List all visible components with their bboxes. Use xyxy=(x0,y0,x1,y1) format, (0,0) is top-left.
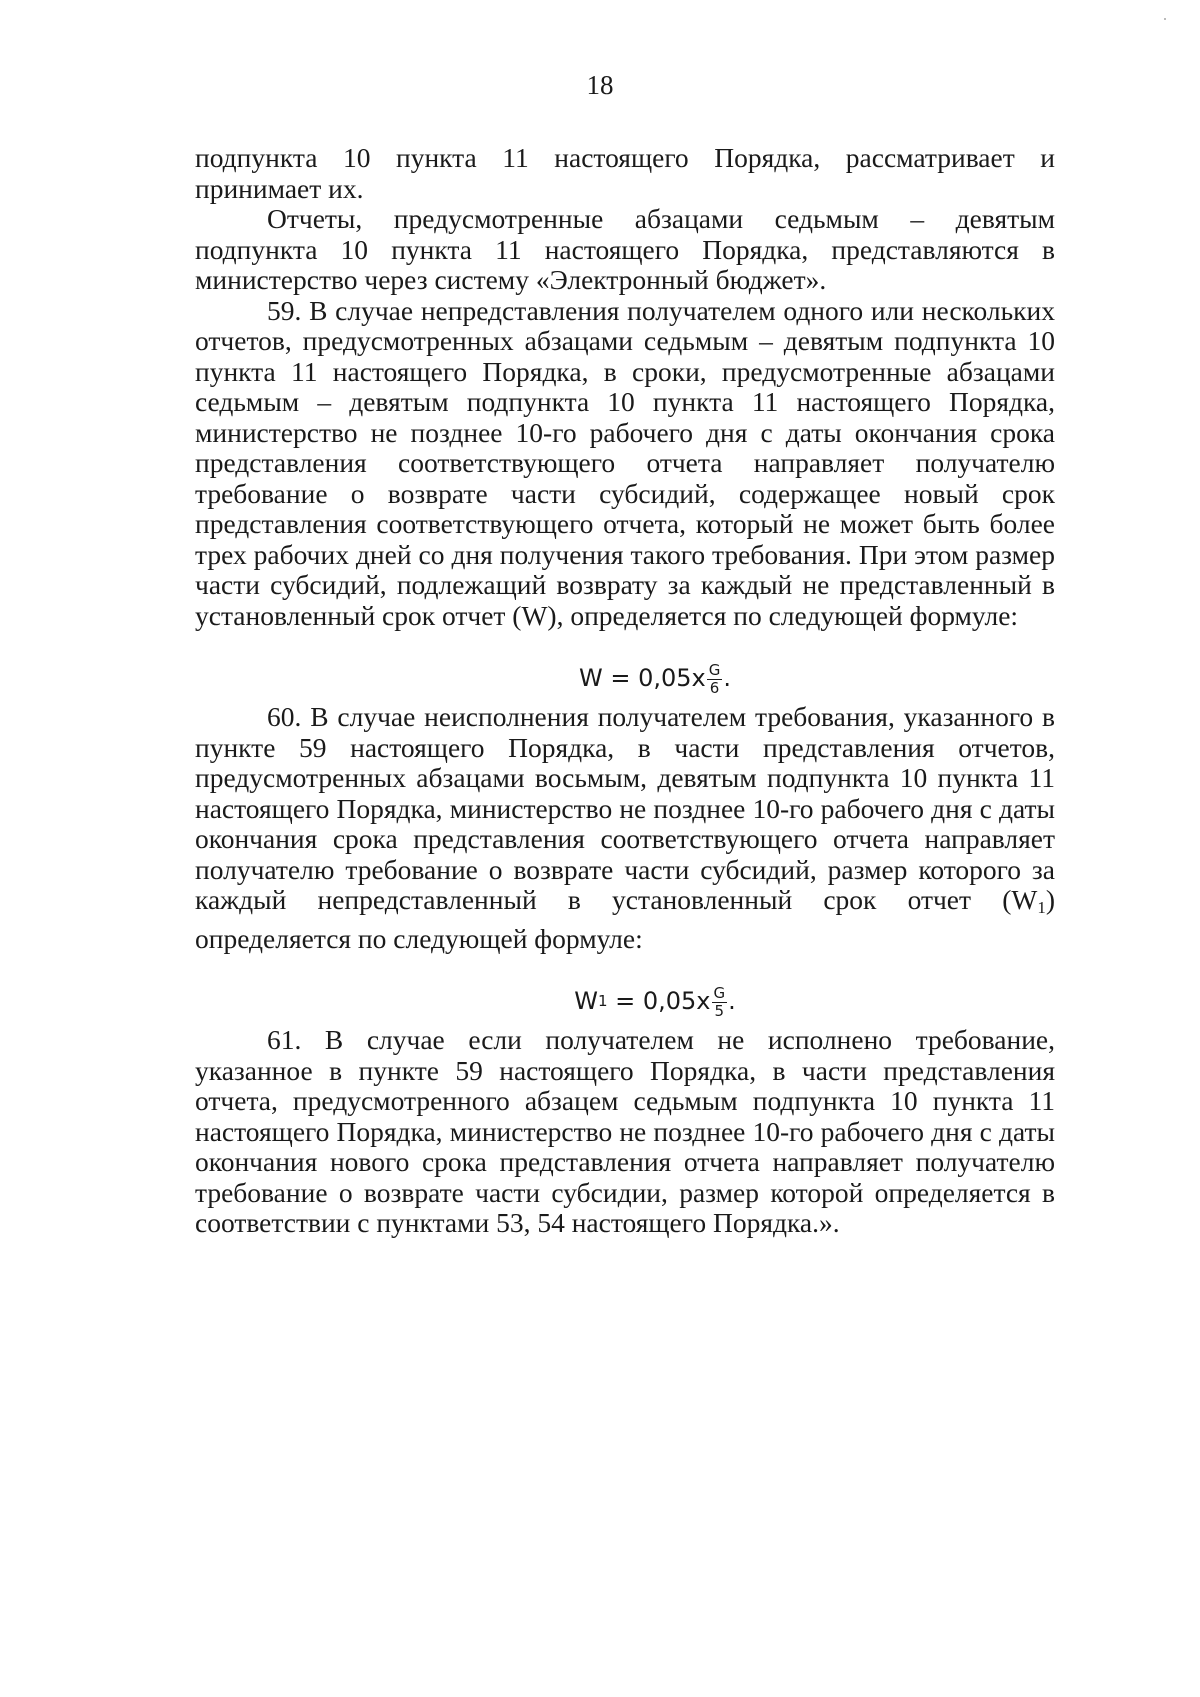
page-number: 18 xyxy=(586,70,614,100)
formula-w1-denominator: 5 xyxy=(714,1002,725,1020)
formula-w1-numerator: G xyxy=(713,984,726,1002)
paragraph-61: 61. В случае если получателем не исполнено требование, указанное в пункте 59 настоящего Порядка, в части представления отчета, предусмотренного абзацем седьмым подпункта 10 пункта 11 настоящего Порядка, министерство не позднее 10-го рабочего дня с даты окончания нового срока представления отчета направляет получателю требование о возврате части субсидии, размер которой определяется в соответствии с пунктами 53, 54 настоящего Порядка.». xyxy=(195,1024,1055,1238)
formula-w-fraction xyxy=(707,663,723,696)
formula-w1 xyxy=(195,984,1055,1020)
formula-w-eq: = 0,05x xyxy=(602,663,706,692)
paragraph-59: 59. В случае непредставления получателем одного или нескольких отчетов, предусмотренных абзацами седьмым – девятым подпункта 10 пункта 11 настоящего Порядка, в сроки, предусмотренные абзацами седьмым – девятым подпункта 10 пункта 11 настоящего Порядка, министерство не позднее 10-го рабочего дня с даты окончания срока представления соответствующего отчета направляет получателю требование о возврате части субсидий, содержащее новый срок представления соответствующего отчета, который не может быть более трех рабочих дней со дня получения такого требования. При этом размер части субсидий, подлежащий возврату за каждый не представленный в установленный срок отчет (W), определяется по следующей формуле: xyxy=(195,294,1055,631)
formula-w1-lhs: W xyxy=(574,986,598,1015)
formula-w-denominator: 6 xyxy=(709,679,720,697)
paragraph-continuation: подпункта 10 пункта 11 настоящего Порядка, рассматривает и принимает их. xyxy=(195,142,1055,204)
formula-w-tail: . xyxy=(723,663,731,692)
formula-w1-lhs-subscript: 1 xyxy=(597,991,608,1010)
formula-w xyxy=(195,661,1055,697)
formula-w-lhs: W xyxy=(578,663,603,692)
document-body xyxy=(195,143,1055,1239)
formula-w1-fraction xyxy=(712,986,728,1019)
formula-w1-tail: . xyxy=(728,986,736,1015)
formula-w1-eq: = 0,05x xyxy=(607,986,711,1015)
paragraph-reports: Отчеты, предусмотренные абзацами седьмым – девятым подпункта 10 пункта 11 настоящего Порядка, представляются в министерство через систему «Электронный бюджет». xyxy=(195,203,1055,295)
scan-dot xyxy=(1164,18,1166,20)
paragraph-60 xyxy=(195,702,1055,954)
paragraph-60-text: 60. В случае неисполнения получателем требования, указанного в пункте 59 настоящего Порядка, в части представления отчетов, предусмотренных абзацами восьмым, девятым подпункта 10 пункта 11 настоящего Порядка, министерство не позднее 10-го рабочего дня с даты окончания срока представления соответствующего отчета направляет получателю требование о возврате части субсидий, размер которого за каждый непредставленный в установленный срок отчет (W xyxy=(195,701,1055,915)
paragraph-60-subscript: 1 xyxy=(1037,898,1046,917)
formula-w-numerator: G xyxy=(708,661,721,679)
paragraph-60-text-end: ) определяется по следующей формуле: xyxy=(195,884,1055,954)
